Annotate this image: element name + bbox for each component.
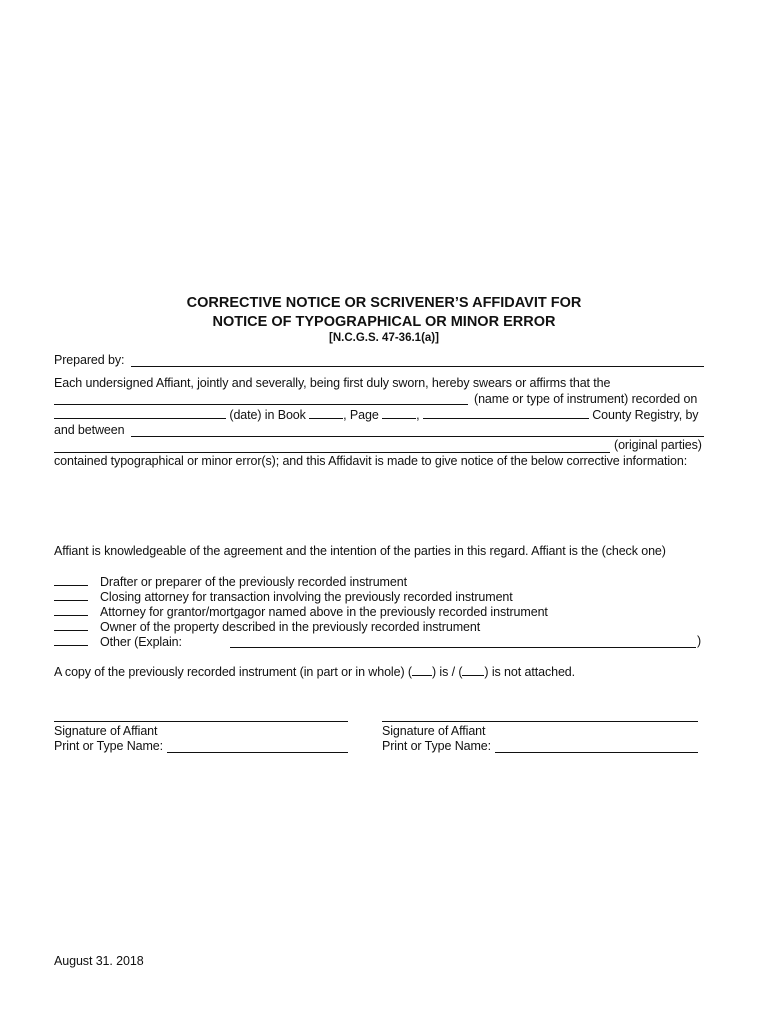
and-between-label: and between xyxy=(54,423,125,437)
signature-line-2[interactable] xyxy=(382,721,698,722)
option-other-checkbox[interactable] xyxy=(54,634,88,646)
title-line-1: CORRECTIVE NOTICE OR SCRIVENER’S AFFIDAVIT FOR xyxy=(186,295,582,311)
prepared-by-field[interactable] xyxy=(131,366,704,367)
option-attorney-grantor-checkbox[interactable] xyxy=(54,604,88,616)
paragraph-line-6: contained typographical or minor error(s); and this Affidavit is made to give notice of the below corrective information: xyxy=(54,454,688,468)
option-owner: Owner of the property described in the previously recorded instrument xyxy=(54,619,480,634)
option-drafter-checkbox[interactable] xyxy=(54,574,88,586)
option-attorney-grantor: Attorney for grantor/mortgagor named above in the previously recorded instrument xyxy=(54,604,548,619)
parties-field-2[interactable] xyxy=(54,452,610,453)
signature-label-2: Signature of Affiant xyxy=(382,724,486,738)
option-drafter: Drafter or preparer of the previously recorded instrument xyxy=(54,574,407,589)
book-field[interactable] xyxy=(309,407,343,419)
county-field[interactable] xyxy=(423,407,589,419)
knowledge-statement: Affiant is knowledgeable of the agreement and the intention of the parties in this regard. Affiant is the (check one) xyxy=(54,544,666,558)
instrument-name-field[interactable] xyxy=(54,404,468,405)
paragraph-line-1: Each undersigned Affiant, jointly and severally, being first duly sworn, hereby swears or affirms that the xyxy=(54,376,611,390)
original-parties-label: (original parties) xyxy=(614,438,702,452)
date-in-book-label: (date) in Book xyxy=(229,408,306,422)
print-name-label-1: Print or Type Name: xyxy=(54,739,164,753)
print-name-field-2[interactable] xyxy=(495,752,698,753)
page-label: , Page xyxy=(343,408,379,422)
option-closing-attorney: Closing attorney for transaction involving the previously recorded instrument xyxy=(54,589,513,604)
print-name-field-1[interactable] xyxy=(167,752,348,753)
copy-statement: A copy of the previously recorded instrument (in part or in whole) ( ) is / ( ) is not attached. xyxy=(54,665,576,679)
print-name-label-2: Print or Type Name: xyxy=(382,739,492,753)
page-field[interactable] xyxy=(382,407,416,419)
option-other: Other (Explain: xyxy=(54,634,182,649)
option-owner-checkbox[interactable] xyxy=(54,619,88,631)
is-not-attached-checkbox[interactable] xyxy=(462,664,484,676)
statute-reference: [N.C.G.S. 47-36.1(a)] xyxy=(329,332,439,344)
signature-line-1[interactable] xyxy=(54,721,348,722)
recorded-date-field[interactable] xyxy=(54,407,226,419)
parties-field-1[interactable] xyxy=(131,436,704,437)
title-line-2: NOTICE OF TYPOGRAPHICAL OR MINOR ERROR xyxy=(212,314,556,330)
other-close-paren: ) xyxy=(697,634,702,648)
signature-label-1: Signature of Affiant xyxy=(54,724,158,738)
paragraph-line-2-suffix: (name or type of instrument) recorded on xyxy=(474,392,698,406)
page-comma: , xyxy=(416,408,420,422)
option-closing-attorney-checkbox[interactable] xyxy=(54,589,88,601)
other-explain-field[interactable] xyxy=(230,647,696,648)
footer-date: August 31. 2018 xyxy=(54,954,144,968)
paragraph-line-3 xyxy=(54,407,698,422)
county-registry-label: County Registry, by xyxy=(592,408,699,422)
prepared-by-label: Prepared by: xyxy=(54,353,125,367)
is-attached-checkbox[interactable] xyxy=(412,664,432,676)
